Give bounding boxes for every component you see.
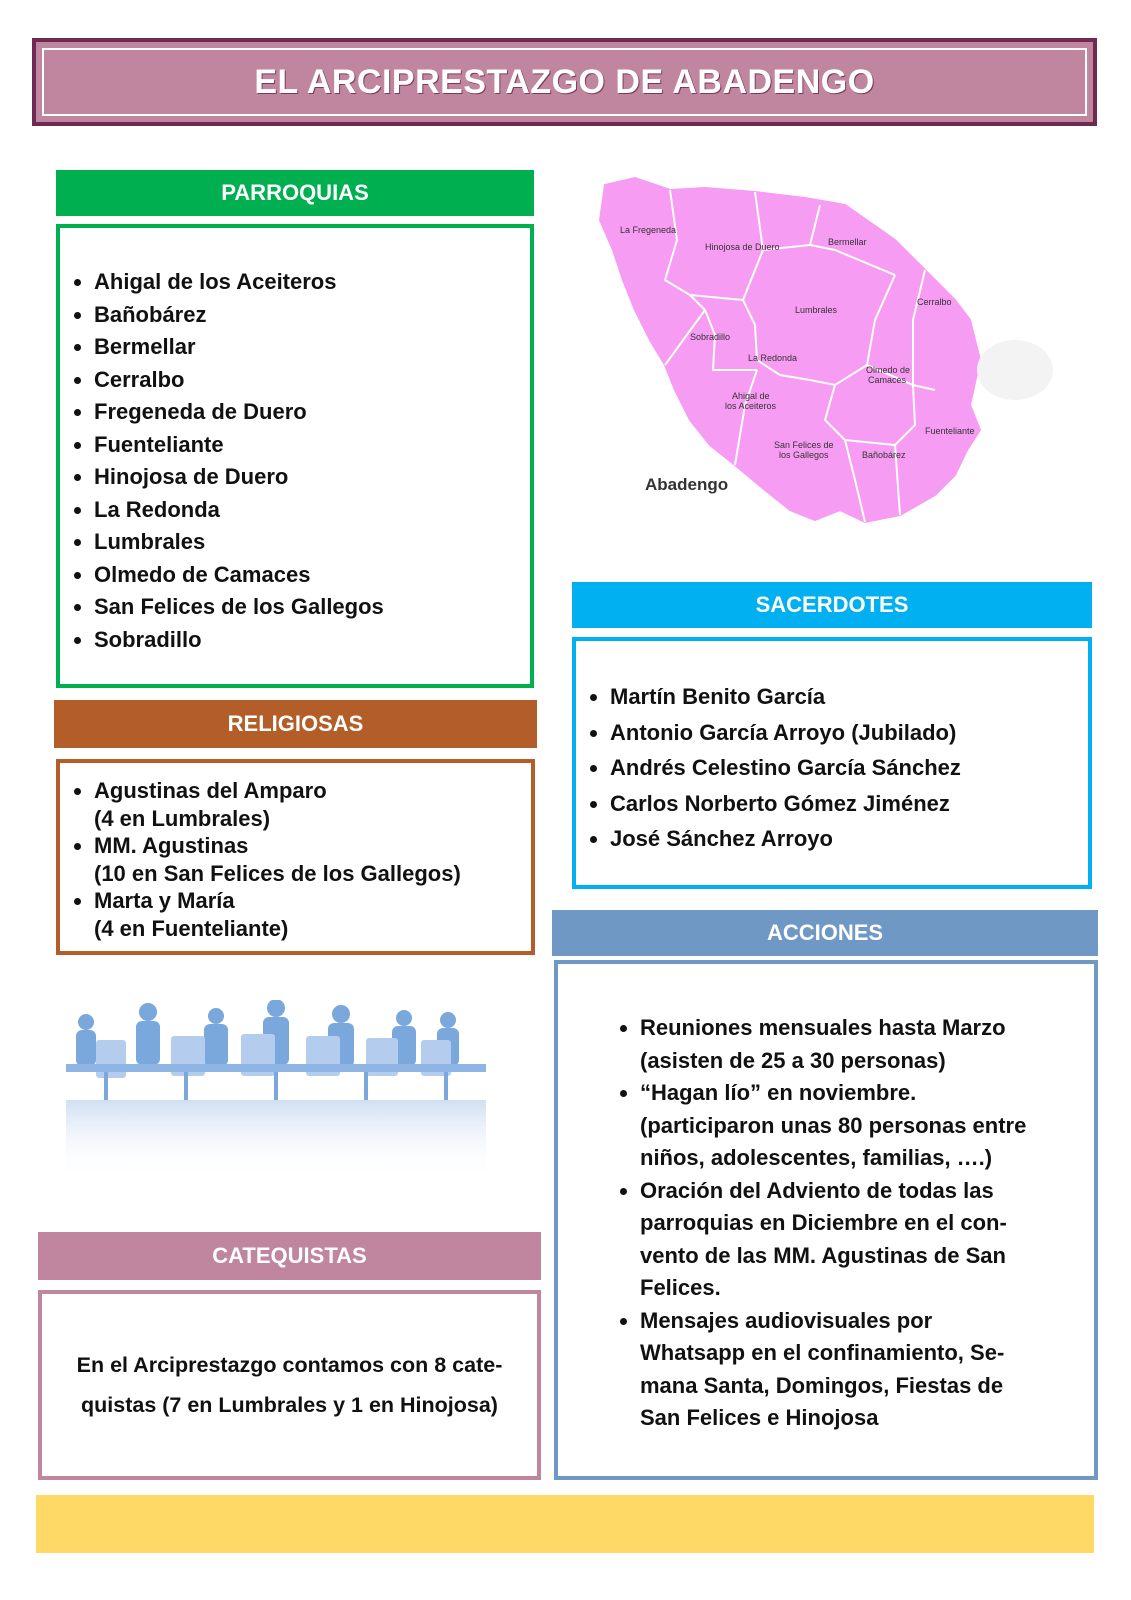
sacerdotes-list xyxy=(576,679,1088,857)
acciones-line: San Felices e Hinojosa xyxy=(640,1405,879,1430)
religiosas-detail: (10 en San Felices de los Gallegos) xyxy=(94,860,461,886)
map-label: Cerralbo xyxy=(917,297,952,307)
title-inner-frame xyxy=(42,48,1087,116)
religiosas-box xyxy=(56,759,535,955)
list-item xyxy=(94,832,531,887)
map-label: Bañobárez xyxy=(862,450,906,460)
sacerdotes-box xyxy=(572,637,1092,889)
religiosas-detail: (4 en Fuenteliante) xyxy=(94,915,289,941)
map-label: Lumbrales xyxy=(795,305,838,315)
footer-bar xyxy=(36,1495,1094,1553)
title-banner xyxy=(32,38,1097,126)
map-region-label: Abadengo xyxy=(645,475,729,494)
catequistas-box xyxy=(38,1290,541,1480)
religiosas-name: MM. Agustinas xyxy=(94,833,249,858)
sacerdotes-header xyxy=(572,582,1092,628)
list-item xyxy=(94,777,531,832)
page-title: EL ARCIPRESTAZGO DE ABADENGO xyxy=(254,62,875,101)
list-item: • Hinojosa de Duero xyxy=(94,461,530,494)
map-label: San Felices de xyxy=(774,440,834,450)
acciones-line: • Mensajes audiovisuales por xyxy=(640,1307,933,1333)
religiosas-list xyxy=(60,777,531,942)
list-item: • Andrés Celestino García Sánchez xyxy=(610,750,1088,786)
list-item: • San Felices de los Gallegos xyxy=(94,591,530,624)
religiosas-name: Agustinas del Amparo xyxy=(94,778,327,803)
list-item: • Cerralbo xyxy=(94,364,530,397)
parroquias-list xyxy=(60,266,530,656)
list-item: • Carlos Norberto Gómez Jiménez xyxy=(610,786,1088,822)
acciones-line: vento de las MM. Agustinas de San xyxy=(640,1242,1006,1268)
catequistas-heading: CATEQUISTAS xyxy=(212,1243,367,1268)
meeting-illustration xyxy=(66,1000,486,1190)
list-item: • Fuenteliante xyxy=(94,429,530,462)
list-item: • Bañobárez xyxy=(94,299,530,332)
list-item: • Martín Benito García xyxy=(610,679,1088,715)
map-label: La Fregeneda xyxy=(620,225,677,235)
acciones-line: • “Hagan lío” en noviembre. xyxy=(640,1080,917,1105)
table-legs xyxy=(106,1072,446,1100)
map-faded-area xyxy=(977,340,1053,400)
list-item: • Fregeneda de Duero xyxy=(94,396,530,429)
map-label: los Gallegos xyxy=(779,450,829,460)
map-label: Fuenteliante xyxy=(925,426,975,436)
list-item: • Sobradillo xyxy=(94,624,530,657)
list-item: • Bermellar xyxy=(94,331,530,364)
acciones-heading: ACCIONES xyxy=(766,920,884,945)
religiosas-detail: (4 en Lumbrales) xyxy=(94,805,271,831)
acciones-line: (participaron unas 80 personas entre xyxy=(640,1112,1027,1138)
list-item xyxy=(640,1175,1064,1305)
acciones-line: Whatsapp en el confinamiento, Se- xyxy=(640,1340,1005,1365)
list-item xyxy=(94,887,531,942)
parroquias-header xyxy=(56,170,534,216)
acciones-list xyxy=(558,1012,1094,1435)
list-item xyxy=(640,1305,1064,1435)
religiosas-name: Marta y María xyxy=(94,888,235,913)
religiosas-header xyxy=(54,700,537,748)
parroquias-box xyxy=(56,224,534,688)
meeting-table xyxy=(66,1064,486,1072)
sacerdotes-heading: SACERDOTES xyxy=(755,592,909,617)
map-label: Hinojosa de Duero xyxy=(705,242,780,252)
list-item xyxy=(640,1012,1064,1077)
acciones-line: niños, adolescentes, familias, ….) xyxy=(640,1145,993,1170)
map-label: Sobradillo xyxy=(690,332,731,342)
parroquias-heading: PARROQUIAS xyxy=(221,180,369,205)
catequistas-text-line: En el Arciprestazgo contamos con 8 cate- xyxy=(76,1353,503,1377)
list-item: • José Sánchez Arroyo xyxy=(610,821,1088,857)
acciones-line: Felices. xyxy=(640,1275,721,1300)
map-label: Ahigal de xyxy=(732,391,770,401)
list-item: • Olmedo de Camaces xyxy=(94,559,530,592)
map-label: Bermellar xyxy=(828,237,867,247)
acciones-header xyxy=(552,910,1098,956)
floor-reflection xyxy=(66,1100,486,1180)
catequistas-text-line: quistas (7 en Lumbrales y 1 en Hinojosa) xyxy=(81,1393,498,1417)
list-item: • Antonio García Arroyo (Jubilado) xyxy=(610,715,1088,751)
religiosas-heading: RELIGIOSAS xyxy=(227,711,364,736)
list-item: • Lumbrales xyxy=(94,526,530,559)
map-label: Camaces xyxy=(868,375,907,385)
abadengo-map xyxy=(595,160,1075,540)
map-label: los Aceiteros xyxy=(725,401,777,411)
acciones-box xyxy=(554,960,1098,1480)
catequistas-header xyxy=(38,1232,541,1280)
acciones-line: (asisten de 25 a 30 personas) xyxy=(640,1047,946,1073)
acciones-line: • Reuniones mensuales hasta Marzo xyxy=(640,1015,1006,1040)
acciones-line: • Oración del Adviento de todas las xyxy=(640,1177,994,1203)
map-label: Olmedo de xyxy=(866,365,911,375)
list-item: • La Redonda xyxy=(94,494,530,527)
acciones-line: mana Santa, Domingos, Fiestas de xyxy=(640,1372,1004,1398)
list-item xyxy=(640,1077,1064,1175)
list-item: • Ahigal de los Aceiteros xyxy=(94,266,530,299)
map-label: La Redonda xyxy=(748,353,798,363)
acciones-line: parroquias en Diciembre en el con- xyxy=(640,1210,1007,1235)
